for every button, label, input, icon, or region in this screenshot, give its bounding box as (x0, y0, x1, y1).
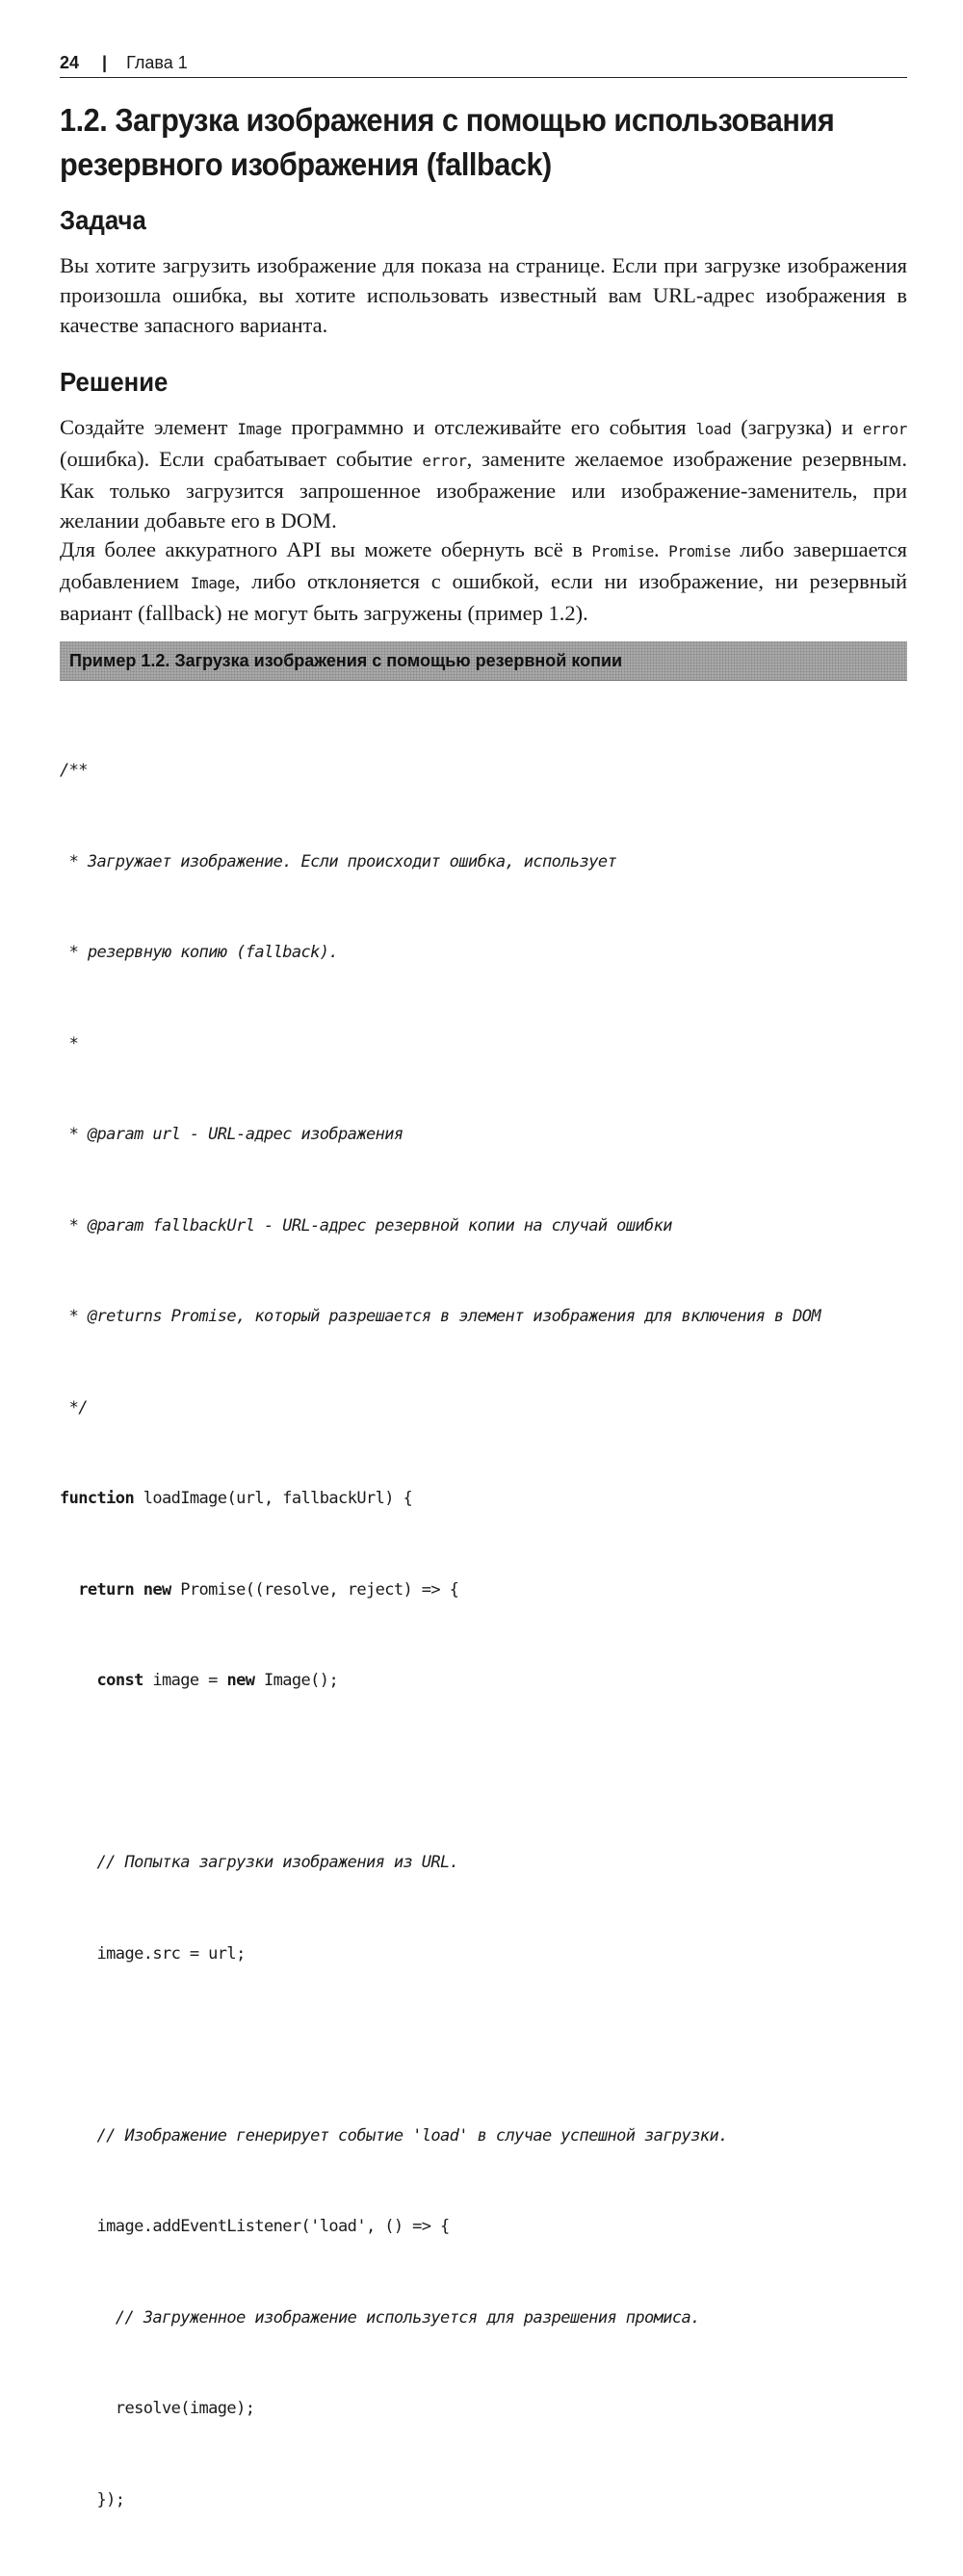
inline-code: error (422, 452, 467, 470)
code-line: * (60, 1033, 79, 1054)
problem-heading: Задача (60, 205, 146, 235)
example-caption-bar (60, 641, 907, 681)
code-line: resolve(image); (60, 2399, 255, 2418)
code-line: */ (60, 1397, 88, 1418)
inline-code: Image (237, 420, 282, 438)
code-line: * резервную копию (fallback). (60, 943, 339, 962)
running-head (60, 52, 907, 78)
chapter-label: Глава 1 (126, 53, 188, 72)
problem-text: Вы хотите загрузить изображение для показа на странице. Если при загрузке изображения произошла ошибка, вы хотите использовать известный вам URL-адрес изображения в качестве запасного варианта. (60, 253, 907, 337)
example-caption: Пример 1.2. Загрузка изображения с помощью резервной копии (69, 651, 623, 670)
inline-code: Promise (668, 542, 731, 560)
section-title (60, 98, 847, 187)
code-line: * @returns Promise, который разрешается в элемент изображения для включения в DOM (60, 1307, 821, 1326)
code-blank-line (60, 2030, 907, 2061)
inline-code: Image (190, 574, 235, 592)
inline-code: Promise (591, 542, 654, 560)
code-line: // Попытка загрузки изображения из URL. (60, 1853, 459, 1872)
code-line: }); (60, 2489, 125, 2510)
code-line: return new Promise((resolve, reject) => { (78, 1579, 459, 1600)
solution-paragraph-1: Создайте элемент Image программно и отслеживайте его события load (загрузка) и error (ошибка). Если срабатывает событие error, замените желаемое изображение резервным. Как только загрузится запрошенное изображение или изображение-заменитель, при желании добавьте его в DOM. (60, 415, 907, 533)
code-line: * @param url - URL-адрес изображения (60, 1125, 403, 1144)
code-line: image.src = url; (60, 1943, 246, 1964)
code-line: * Загружает изображение. Если происходит ошибка, использует (60, 851, 617, 872)
page-number: 24 (60, 53, 80, 72)
code-line: // Изображение генерирует событие 'load' в случае успешной загрузки. (60, 2125, 728, 2146)
section-title-line-1: 1.2. Загрузка изображения с помощью использования (60, 102, 835, 138)
code-line: const image = new Image(); (96, 1671, 339, 1690)
solution-paragraph-2: Для более аккуратного API вы можете обернуть всё в Promise. Promise либо завершается добавлением Image, либо отклоняется с ошибкой, если ни изображение, ни резервный вариант (fallback) не могут быть загружены (пример 1.2). (60, 537, 908, 625)
header-separator: | (102, 53, 108, 72)
code-line: /** (60, 761, 88, 780)
inline-code: load (695, 420, 732, 438)
section-title-line-2: резервного изображения (fallback) (60, 146, 552, 182)
solution-heading: Решение (60, 367, 169, 397)
code-line: image.addEventListener('load', () => { (60, 2217, 450, 2236)
inline-code: error (862, 420, 907, 438)
code-line: // Загруженное изображение используется для разрешения промиса. (60, 2307, 700, 2328)
code-blank-line (60, 1757, 907, 1788)
code-line: * @param fallbackUrl - URL-адрес резервной копии на случай ошибки (60, 1215, 672, 1236)
code-line: function loadImage(url, fallbackUrl) { (60, 1489, 413, 1508)
code-listing (60, 695, 907, 2576)
